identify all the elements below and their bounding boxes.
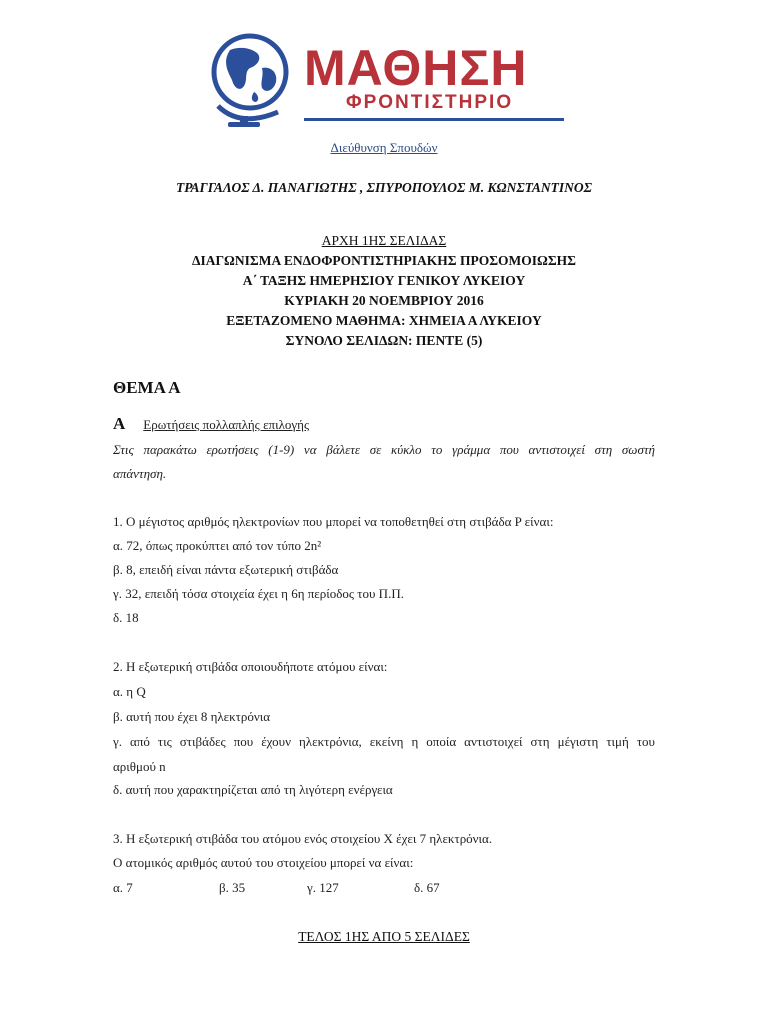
question-1-option-d[interactable]: δ. 18 — [113, 610, 139, 625]
exam-line: ΔΙΑΓΩΝΙΣΜΑ ΕΝΔΟΦΡΟΝΤΙΣΤΗΡΙΑΚΗΣ ΠΡΟΣΟΜΟΙΩΣΗΣ — [192, 253, 576, 268]
section-letter: Α — [113, 414, 126, 433]
question-1-stem: 1. Ο μέγιστος αριθμός ηλεκτρονίων που μπορεί να τοποθετηθεί στη στιβάδα P είναι: — [113, 514, 554, 529]
section-title: Ερωτήσεις πολλαπλής επιλογής — [143, 417, 310, 432]
question-3-option-d[interactable]: δ. 67 — [414, 880, 440, 895]
page-end-label: ΤΕΛΟΣ 1ΗΣ ΑΠΟ 5 ΣΕΛΙΔΕΣ — [298, 929, 470, 944]
question-1-option-b[interactable]: β. 8, επειδή είναι πάντα εξωτερική στιβάδα — [113, 562, 339, 577]
instructions-line-2: απάντηση. — [113, 466, 167, 481]
department-line — [0, 140, 768, 156]
exam-header — [0, 251, 768, 351]
question-2-option-a[interactable]: α. η Q — [113, 684, 146, 699]
question-2-option-c-cont[interactable]: αριθμού n — [113, 759, 166, 774]
question-3-option-c[interactable]: γ. 127 — [307, 880, 339, 895]
question-2-option-c[interactable]: γ. από τις στιβάδες που έχουν ηλεκτρόνια, εκείνη η οποία αντιστοιχεί στη μέγιστη τιμή του — [113, 734, 655, 749]
theme-heading: ΘΕΜΑ Α — [113, 378, 181, 397]
logo-title: ΜΑΘΗΣΗ — [304, 40, 528, 96]
exam-line: ΣΥΝΟΛΟ ΣΕΛΙΔΩΝ: ΠΕΝΤΕ (5) — [285, 333, 483, 348]
question-2-option-b[interactable]: β. αυτή που έχει 8 ηλεκτρόνια — [113, 709, 271, 724]
page-start-label: ΑΡΧΗ 1ΗΣ ΣΕΛΙΔΑΣ — [321, 233, 447, 248]
question-2-option-d[interactable]: δ. αυτή που χαρακτηρίζεται από τη λιγότερη ενέργεια — [113, 782, 393, 797]
section-heading — [113, 414, 309, 434]
page-end-line — [0, 929, 768, 945]
question-3-option-a[interactable]: α. 7 — [113, 880, 133, 895]
exam-line: Α΄ ΤΑΞΗΣ ΗΜΕΡΗΣΙΟΥ ΓΕΝΙΚΟΥ ΛΥΚΕΙΟΥ — [242, 273, 526, 288]
question-1-option-a[interactable]: α. 72, όπως προκύπτει από τον τύπο 2n² — [113, 538, 322, 553]
exam-line: ΚΥΡΙΑΚΗ 20 ΝΟΕΜΒΡΙΟΥ 2016 — [284, 293, 484, 308]
instructions-line-1: Στις παρακάτω ερωτήσεις (1-9) να βάλετε σε κύκλο το γράμμα που αντιστοιχεί στη σωστή — [113, 442, 655, 457]
logo-subtitle: ΦΡΟΝΤΙΣΤΗΡΙΟ — [346, 92, 514, 113]
exam-line: ΕΞΕΤΑΖΟΜΕΝΟ ΜΑΘΗΜΑ: ΧΗΜΕΙΑ Α ΛΥΚΕΙΟΥ — [226, 313, 542, 328]
question-1-option-c[interactable]: γ. 32, επειδή τόσα στοιχεία έχει η 6η περίοδος του Π.Π. — [113, 586, 404, 601]
question-3-stem-2: Ο ατομικός αριθμός αυτού του στοιχείου μπορεί να είναι: — [113, 855, 414, 870]
logo — [200, 28, 570, 128]
department-link[interactable]: Διεύθυνση Σπουδών — [330, 140, 438, 155]
question-3-option-b[interactable]: β. 35 — [219, 880, 246, 895]
logo-underline — [304, 118, 564, 121]
question-3-stem: 3. Η εξωτερική στιβάδα του ατόμου ενός στοιχείου Χ έχει 7 ηλεκτρόνια. — [113, 831, 493, 846]
page-start-line — [0, 233, 768, 249]
question-2-stem: 2. Η εξωτερική στιβάδα οποιουδήποτε ατόμου είναι: — [113, 659, 388, 674]
authors: ΤΡΑΓΓΑΛΟΣ Δ. ΠΑΝΑΓΙΩΤΗΣ , ΣΠΥΡΟΠΟΥΛΟΣ Μ. ΚΩΝΣΤΑΝΤΙΝΟΣ — [176, 180, 592, 195]
